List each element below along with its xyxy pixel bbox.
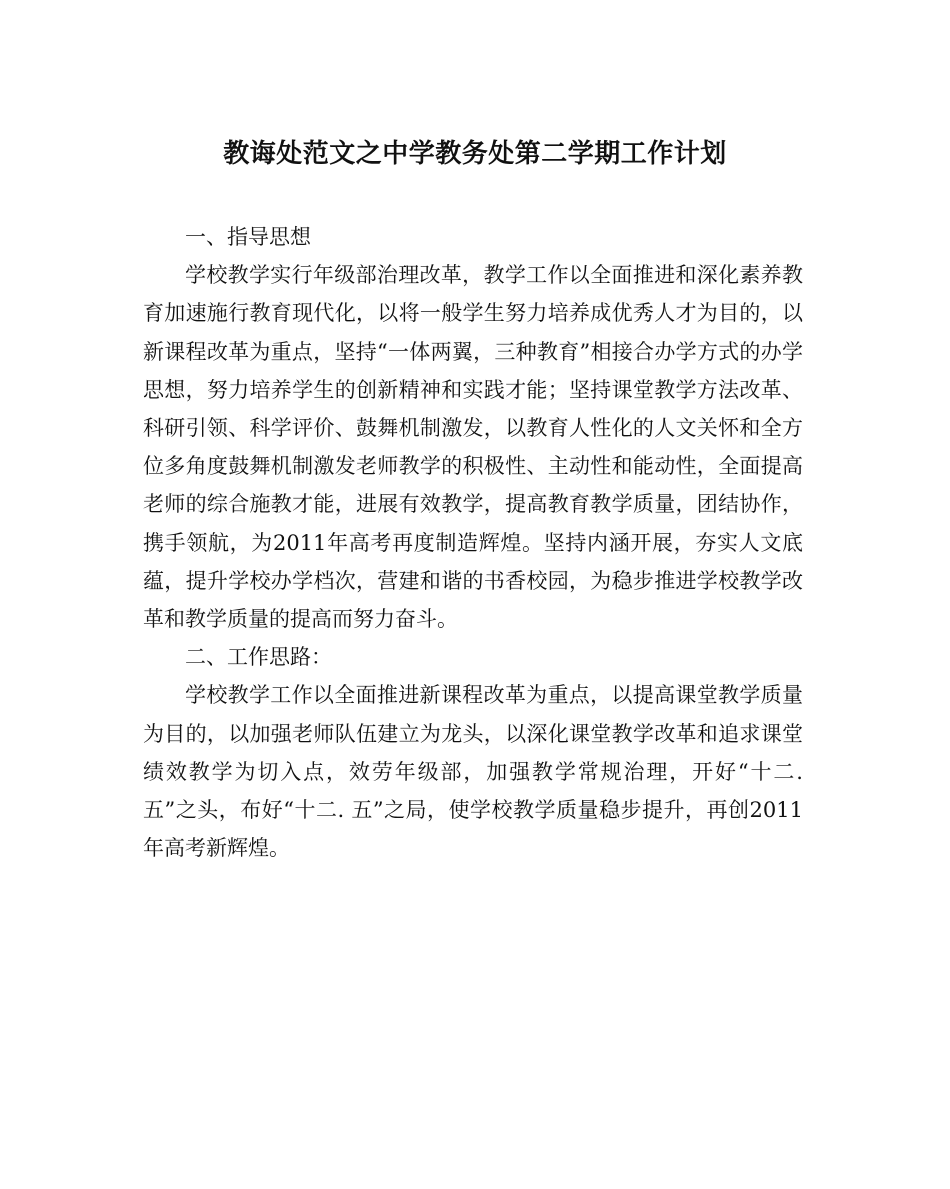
document-title: 教诲处范文之中学教务处第二学期工作计划 (223, 139, 727, 169)
document-body (143, 218, 803, 867)
section-heading-work-approach: 二、工作思路： (185, 645, 332, 670)
section-heading-guiding-ideology: 一、指导思想 (185, 225, 311, 249)
paragraph-guiding-ideology: 学校教学实行年级部治理改革，教学工作以全面推进和深化素养教育加速施行教育现代化，以将一般学生努力培养成优秀人才为目的，以新课程改革为重点，坚持“一体两翼，三种教育”相接合办学方式的办学思想，努力培养学生的创新精神和实践才能；坚持课堂教学方法改革、科研引领、科学评价、鼓舞机制激发，以教育人性化的人文关怀和全方位多角度鼓舞机制激发老师教学的积极性、主动性和能动性，全面提高老师的综合施教才能，进展有效教学，提高教育教学质量，团结协作，携手领航，为2011年高考再度制造辉煌。坚持内涵开展，夯实人文底蕴，提升学校办学档次，营建和谐的书香校园，为稳步推进学校教学改革和教学质量的提高而努力奋斗。 (143, 263, 803, 632)
paragraph-work-approach: 学校教学工作以全面推进新课程改革为重点，以提高课堂教学质量为目的，以加强老师队伍建立为龙头，以深化课堂教学改革和追求课堂绩效教学为切入点，效劳年级部，加强教学常规治理，开好“十二. 五”之头，布好“十二. 五”之局，使学校教学质量稳步提升，再创2011年高考新辉煌。 (143, 683, 803, 861)
